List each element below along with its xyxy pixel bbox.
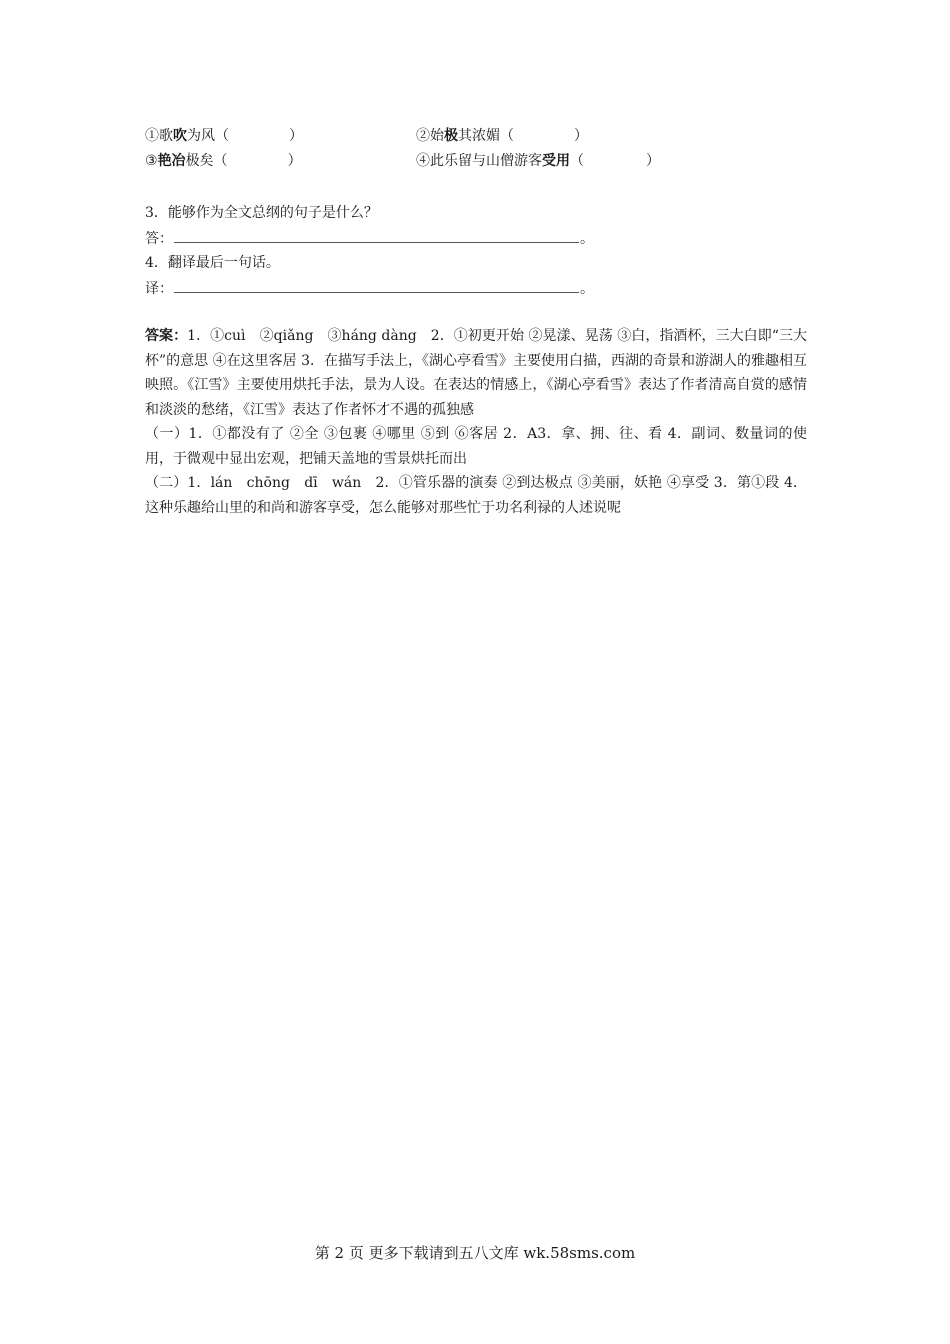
- q2-item-2-close: ）: [574, 128, 588, 144]
- q2-item-2-bold: 极: [444, 128, 458, 144]
- page-footer: 第 2 页 更多下载请到五八文库 wk.58sms.com: [314, 1244, 636, 1262]
- question-3: 3．能够作为全文总纲的句子是什么？: [145, 205, 378, 221]
- answer-paragraph-1-text: 1．①cuì ②qiǎng ③háng dàng 2．①初更开始 ②晃漾、晃荡 ③白，指酒杯，三大白即“三大杯”的意思 ④在这里客居 3．在描写手法上，《湖心亭看雪》主要使用白描，西湖的奇景和游湖人的雅趣相互映照。《江雪》主要使用烘托手法，景为人设。在表达的情感上，《湖心亭看雪》表达了作者清高自赏的感情和淡淡的愁绪，《江雪》表达了作者怀才不遇的孤独感: [145, 328, 807, 418]
- question-3-answer-line: [145, 228, 594, 249]
- answer-underline: [174, 278, 579, 293]
- answer-paragraph-1: [145, 324, 807, 422]
- answer-label: 答：: [145, 231, 173, 247]
- question-4: 4．翻译最后一句话。: [145, 255, 280, 271]
- answer-paragraph-2: （一）1．①都没有了 ②全 ③包裹 ④哪里 ⑤到 ⑥客居 2．A3．拿、拥、往、看 4．副词、数量词的使用，于微观中显出宏观，把铺天盖地的雪景烘托而出: [145, 426, 807, 467]
- answer-paragraph-3: （二）1．lán chōng dī wán 2．①管乐器的演奏 ②到达极点 ③美丽，妖艳 ④享受 3．第①段 4．这种乐趣给山里的和尚和游客享受，怎么能够对那些忙于功名利禄的人述说呢: [145, 475, 807, 516]
- translation-label: 译：: [145, 281, 173, 297]
- answer-key-label: 答案：: [145, 328, 188, 344]
- q2-item-3-post: 极矣（: [185, 153, 228, 169]
- q2-item-1-pre: ①歌: [145, 128, 173, 144]
- answer-end: 。: [580, 281, 594, 297]
- q2-item-4-pre: ④此乐留与山僧游客: [416, 153, 542, 169]
- q2-item-3: [145, 151, 302, 171]
- q2-item-1-post: 为风（: [187, 128, 229, 144]
- q2-item-3-close: ）: [287, 153, 302, 169]
- answer-end: 。: [580, 231, 594, 247]
- q2-item-3-pre: ③: [145, 153, 158, 169]
- q2-item-4-post: （: [570, 153, 584, 169]
- q2-item-3-bold: 艳冶: [157, 153, 186, 169]
- q2-item-4-bold: 受用: [542, 153, 570, 169]
- q2-item-2-post: 其浓媚（: [458, 128, 514, 144]
- q2-item-2: [416, 126, 588, 146]
- q2-item-1: [145, 126, 303, 146]
- question-4-answer-line: [145, 278, 594, 299]
- q2-item-4-close: ）: [646, 153, 660, 169]
- answer-underline: [174, 228, 579, 243]
- q2-item-4: [416, 151, 660, 171]
- q2-item-1-close: ）: [289, 128, 303, 144]
- q2-item-2-pre: ②始: [416, 128, 444, 144]
- q2-item-1-bold: 吹: [173, 128, 187, 144]
- answer-key: [145, 324, 807, 520]
